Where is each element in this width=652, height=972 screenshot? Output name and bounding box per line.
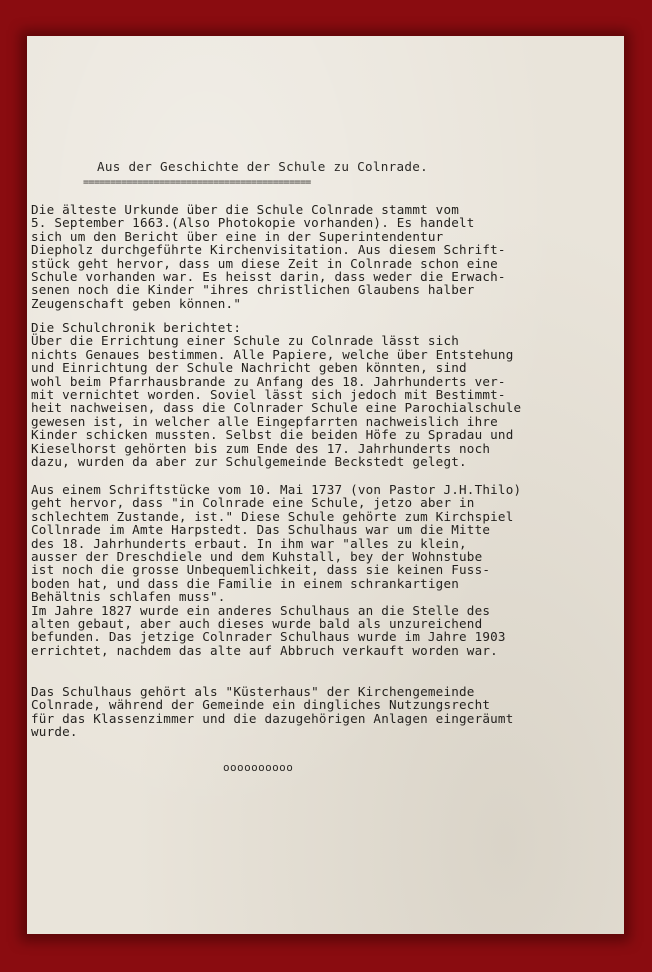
text-line: für das Klassenzimmer und die dazugehörigen Anlagen eingeräumt [31,710,514,726]
text-line: Die Schulchronik berichtet: [31,320,242,335]
text-line: Diepholz durchgeführte Kirchenvisitation. Aus diesem Schrift- [31,242,506,258]
text-line: Im Jahre 1827 wurde ein anderes Schulhaus an die Stelle des [31,602,491,618]
title-underline: ========================================== [83,177,311,188]
text-line: befunden. Das jetzige Colnrader Schulhaus wurde im Jahre 1903 [31,629,506,645]
text-line: Aus einem Schriftstücke vom 10. Mai 1737 (von Pastor J.H.Thilo) [31,482,522,497]
text-line: sich um den Bericht über eine in der Superintendentur [31,228,444,244]
text-line: und Einrichtung der Schule Nachricht geben könnten, sind [31,360,467,376]
text-line: stück geht hervor, dass um diese Zeit in Colnrade schon eine [31,255,498,271]
typewritten-page [27,36,624,934]
text-line: geht hervor, dass "in Colnrade eine Schule, jetzo aber in [31,495,475,511]
text-line: Kieselhorst gehörten bis zum Ende des 17. Jahrhunderts noch [31,440,491,456]
paragraph-1737-document [31,483,621,657]
text-line: Das Schulhaus gehört als "Küsterhaus" der Kirchengemeinde [31,684,475,699]
document-title: Aus der Geschichte der Schule zu Colnrade. [97,159,429,174]
text-line: Colnrade, während der Gemeinde ein dingliches Nutzungsrecht [31,697,491,713]
paragraph-kuesterhaus [31,685,621,739]
closing-ornament: oooooooooo [223,761,294,774]
paragraph-oldest-document [31,203,621,310]
text-line: schlechtem Zustande, ist." Diese Schule gehörte zum Kirchspiel [31,508,514,524]
text-line: boden hat, und dass die Familie in einem schrankartigen [31,575,460,591]
text-line: ausser der Dreschdiele und dem Kuhstall, bey der Wohnstube [31,549,483,565]
text-line: wohl beim Pfarrhausbrande zu Anfang des 18. Jahrhunderts ver- [31,373,506,389]
text-line: errichtet, nachdem das alte auf Abbruch verkauft worden war. [31,642,498,658]
text-line: Kinder schicken mussten. Selbst die beiden Höfe zu Spradau und [31,427,514,443]
text-line: Über die Errichtung einer Schule zu Colnrade lässt sich [31,333,460,349]
text-line: dazu, wurden da aber zur Schulgemeinde Beckstedt gelegt. [31,454,467,470]
text-line: Collnrade im Amte Harpstedt. Das Schulhaus war um die Mitte [31,522,491,538]
text-line: mit vernichtet worden. Soviel lässt sich jedoch mit Bestimmt- [31,387,506,403]
paragraph-school-chronicle [31,321,621,468]
text-line: wurde. [31,724,78,740]
text-line: Schule vorhanden war. Es heisst darin, dass weder die Erwach- [31,269,506,285]
text-line: gewesen ist, in welcher alle Eingepfarrten nachweislich ihre [31,413,498,429]
text-line: senen noch die Kinder "ihres christlichen Glaubens halber [31,282,475,298]
text-line: ist noch die grosse Unbequemlichkeit, dass sie keinen Fuss- [31,562,491,578]
text-line: Behältnis schlafen muss". [31,589,226,605]
text-line: 5. September 1663.(Also Photokopie vorhanden). Es handelt [31,215,475,231]
text-line: nichts Genaues bestimmen. Alle Papiere, welche über Entstehung [31,346,514,362]
text-line: Zeugenschaft geben können." [31,295,242,311]
text-line: heit nachweisen, dass die Colnrader Schule eine Parochialschule [31,400,522,416]
text-line: alten gebaut, aber auch dieses wurde bald als unzureichend [31,616,483,632]
text-line: Die älteste Urkunde über die Schule Colnrade stammt vom [31,202,460,217]
text-line: des 18. Jahrhunderts erbaut. In ihm war "alles zu klein, [31,535,467,551]
